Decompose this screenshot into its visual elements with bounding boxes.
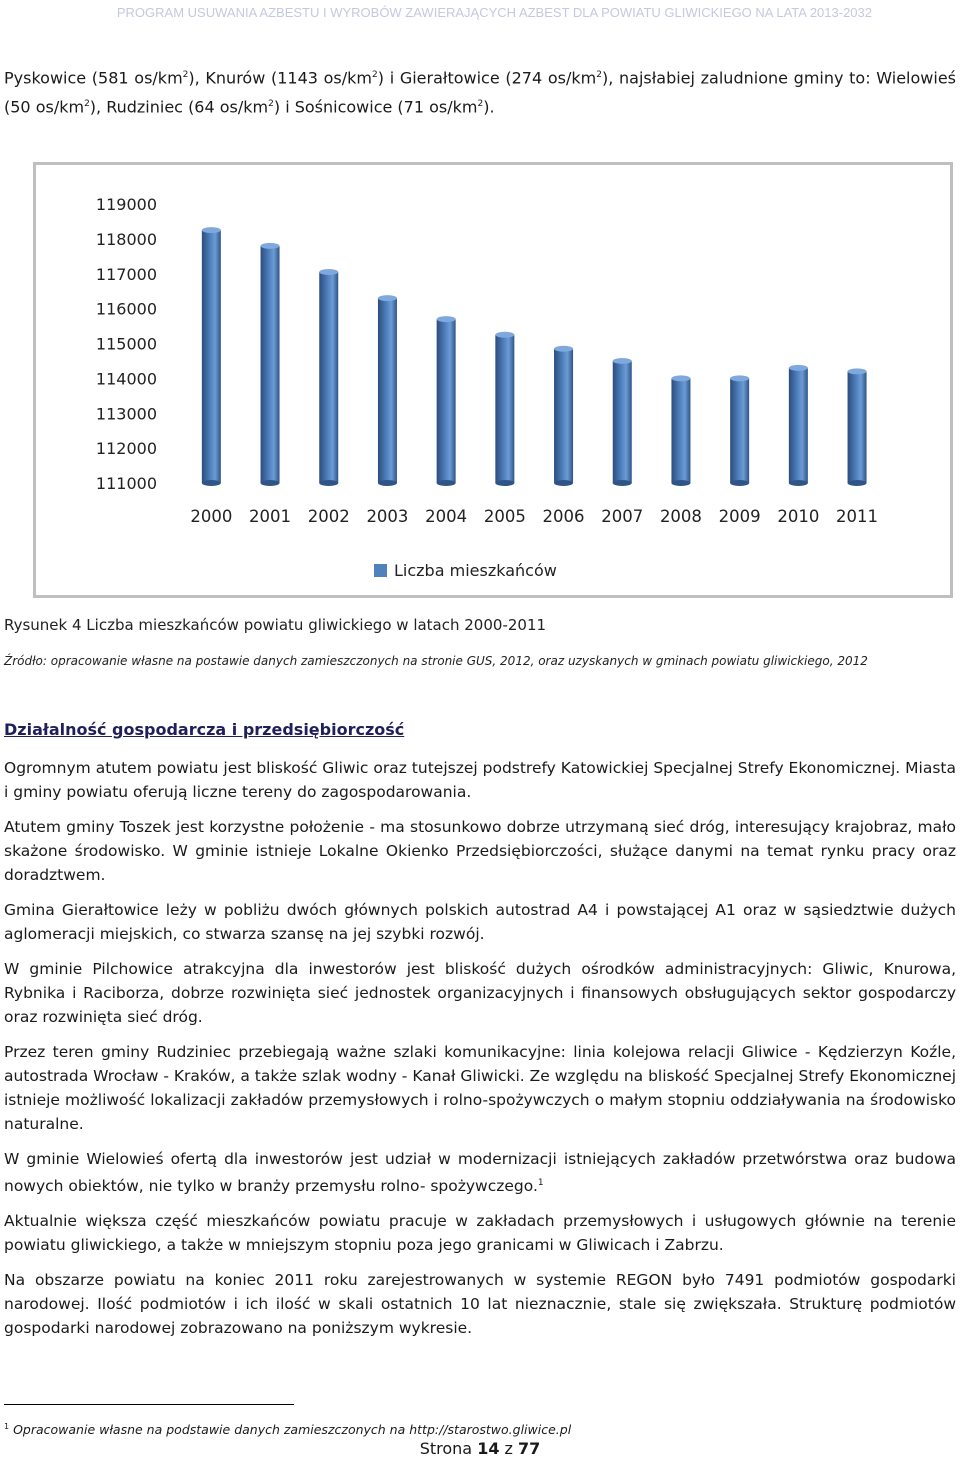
bar-top [613,358,632,364]
bar [730,378,749,483]
bar-base [613,480,632,486]
y-tick-label: 118000 [95,229,157,249]
y-tick-label: 112000 [95,439,157,459]
x-tick-label: 2008 [659,507,702,526]
bar-top [554,346,573,352]
paragraph: Ogromnym atutem powiatu jest bliskość Gliwic oraz tutejszej podstrefy Katowickiej Specjalnej Strefy Ekonomicznej. Miasta i gminy powiatu oferują liczne tereny do zagospodarowania. [4,759,956,801]
bar-top [202,227,221,233]
paragraph: W gminie Pilchowice atrakcyjna dla inwestorów jest bliskość dużych ośrodków administracyjnych: Gliwic, Knurowa, Rybnika i Raciborza, dobrze rozwinięta sieć jednostek organizacyjnych i finansowych obsługujących sektor gospodarczy oraz rozwinięta sieć dróg. [4,960,956,1026]
y-tick-label: 117000 [95,264,157,284]
page-number: Strona 14 z 77 [419,1439,541,1458]
bar [495,335,514,483]
bar-base [554,480,573,486]
paragraph: Na obszarze powiatu na koniec 2011 roku zarejestrowanych w systemie REGON było 7491 podmiotów gospodarki narodowej. Ilość podmiotów i ich ilość w skali ostatnich 10 lat nieznacznie, stale się zwiększała. Strukturę podmiotów gospodarki narodowej zobrazowano na poniższym wykresie. [4,1271,956,1338]
bar [671,378,690,483]
bar [848,371,867,483]
bar-base [671,480,690,486]
bar-base [495,480,514,486]
bar [554,349,573,483]
x-tick-label: 2009 [718,507,761,526]
y-tick-label: 114000 [95,369,157,389]
bar-base [261,480,280,486]
x-tick-label: 2000 [190,507,233,526]
footnote: $^1$ Opracowanie własne na podstawie danych zamieszczonych na http://starostwo.gliwice.pl [4,1422,572,1438]
bar [378,298,397,483]
x-tick-label: 2007 [601,507,644,526]
legend-swatch [374,564,387,577]
y-tick-label: 111000 [95,474,157,493]
bar-top [671,375,690,381]
x-tick-label: 2010 [777,507,820,526]
bar-base [789,480,808,486]
page-header [0,0,960,30]
x-tick-label: 2004 [425,507,468,526]
x-tick-label: 2003 [366,507,409,526]
bar-base [848,480,867,486]
bar [261,246,280,483]
bar-top [319,269,338,275]
bar [789,368,808,483]
footnote-divider [4,1404,294,1405]
legend-label: Liczba mieszkańców [394,561,557,580]
section-title: Działalność gospodarcza i przedsiębiorczość [4,720,405,739]
x-tick-label: 2006 [542,507,585,526]
bar [613,361,632,483]
y-tick-label: 119000 [95,195,157,214]
header-title: PROGRAM USUWANIA AZBESTU I WYROBÓW ZAWIERAJĄCYCH AZBEST DLA POWIATU GLIWICKIEGO NA LATA 2013-2032 [116,5,872,20]
paragraph: Aktualnie większa część mieszkańców powiatu pracuje w zakładach przemysłowych i usługowych głównie na terenie powiatu gliwickiego, a także w mniejszym stopniu poza jego granicami w Gliwicach i Zabrzu. [4,1212,956,1255]
bar-top [437,316,456,322]
bar-base [730,480,749,486]
source-caption: Źródło: opracowanie własne na postawie danych zamieszczonych na stronie GUS, 2012, oraz uzyskanych w gminach powiatu gliwickiego, 2012 [4,654,868,668]
bar-base [437,480,456,486]
bar-top [789,365,808,371]
y-tick-label: 116000 [95,299,157,319]
bar-top [378,295,397,301]
bar-top [261,243,280,249]
intro-paragraph: Pyskowice (581 $os/km^2$), Knurów (1143 $os/km^2$) i Gierałtowice (274 $os/km^2$), najsłabiej zaludnione gminy to: Wielowieś (50 $os/km^2$), Rudziniec (64 $os/km^2$) i Sośnicowice (71 $os/km^2$). [4,68,957,117]
bar [319,272,338,483]
bar-top [495,332,514,338]
paragraph: Przez teren gminy Rudziniec przebiegają ważne szlaki komunikacyjne: linia kolejowa relacji Gliwice - Kędzierzyn Koźle, autostrada Wrocław - Kraków, a także szlak wodny - Kanał Gliwicki. Ze względu na bliskość Specjalnej Strefy Ekonomicznej istnieje możliwość lokalizacji zakładów przemysłowych i rolno-spożywczych o małym stopniu oddziaływania na środowisko naturalne. [4,1043,956,1133]
x-tick-label: 2002 [307,507,350,526]
bar [202,230,221,483]
population-chart [33,162,953,598]
paragraph: Atutem gminy Toszek jest korzystne położenie - ma stosunkowo dobrze utrzymaną sieć dróg, interesujący krajobraz, mało skażone środowisko. W gminie istnieje Lokalne Okienko Przedsiębiorczości, służące danymi na temat rynku pracy oraz doradztwem. [4,818,956,884]
bar-top [848,368,867,374]
y-tick-label: 115000 [95,334,157,354]
bar-base [378,480,397,486]
x-tick-label: 2011 [836,507,879,526]
chart-svg [36,165,950,595]
paragraph: Gmina Gierałtowice leży w pobliżu dwóch głównych polskich autostrad A4 i powstającej A1 oraz w sąsiedztwie dużych aglomeracji miejskich, co stwarza szansę na jej szybki rozwój. [4,901,956,943]
x-tick-label: 2005 [483,507,526,526]
bar-top [730,375,749,381]
figure-caption: Rysunek 4 Liczba mieszkańców powiatu gliwickiego w latach 2000-2011 [4,616,547,634]
bar-base [202,480,221,486]
footnote-ref: 1 [537,1178,544,1188]
bar [437,319,456,483]
y-tick-label: 113000 [95,404,157,424]
paragraph: W gminie Wielowieś ofertą dla inwestorów jest udział w modernizacji istniejących zakładów przetwórstwa oraz budowa nowych obiektów, nie tylko w branży przemysłu rolno- spożywczego.$^1$ [4,1150,956,1196]
section-body [4,756,956,1351]
bar-base [319,480,338,486]
x-tick-label: 2001 [249,507,292,526]
